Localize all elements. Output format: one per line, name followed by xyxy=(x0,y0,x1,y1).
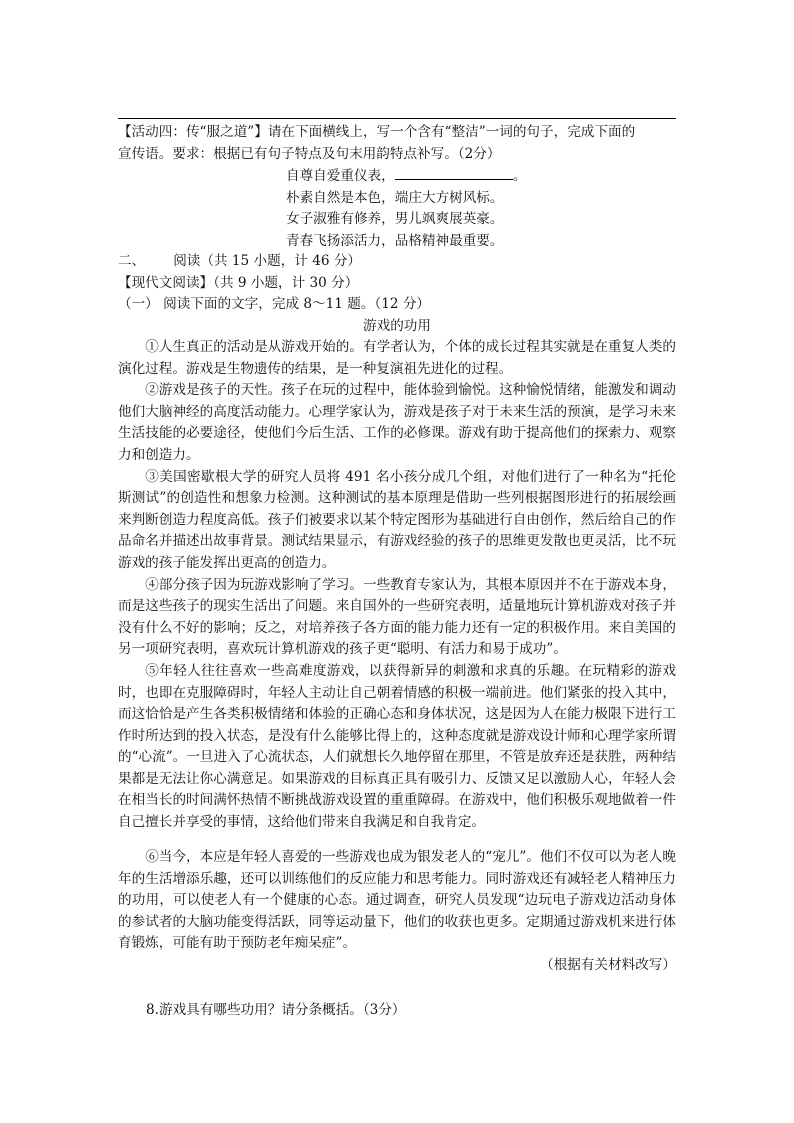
part1-instructions: （一） 阅读下面的文字，完成 8～11 题。（12 分） xyxy=(118,296,431,313)
section2-header xyxy=(118,251,676,316)
article-title: 游戏的功用 xyxy=(363,318,431,334)
answer-blank[interactable] xyxy=(395,165,513,180)
article-paragraph-2: ②游戏是孩子的天性。孩子在玩的过程中，能体验到愉悦。这种愉悦情绪，能激发和调动他们大脑神经的高度活动能力。心理学家认为，游戏是孩子对于未来生活的预演，是学习未来生活技能的必要途径，使他们今后生活、工作的必修课。游戏有助于提高他们的探索力、观察力和创造力。 xyxy=(118,382,676,463)
poem-line3: 女子淑雅有修养，男儿飒爽展英豪。 xyxy=(286,211,504,228)
question-8-text: 8.游戏具有哪些功用？请分条概括。（3分） xyxy=(146,1002,406,1018)
article-paragraph-5: ⑤年轻人往往喜欢一些高难度游戏，以获得新异的刺激和求真的乐趣。在玩精彩的游戏时，也即在克服障碍时，年轻人主动让自己朝着情感的积极一端前进。他们紧张的投入其中，而这恰恰是产生各类积极情绪和体验的正确心态和身体状况，这是因为人在能力极限下进行工作时所达到的投入状态，是没有什么能够比得上的，这种态度就是游戏设计师和心理学家所谓的“心流”。一旦进入了心流状态，人们就想长久地停留在那里，不管是放弃还是获胜，两种结果都是无法让你心满意足。如果游戏的目标真正具有吸引力、反馈又足以激励人心，年轻人会在相当长的时间满怀热情不断挑战游戏设置的重重障碍。在游戏中，他们积极乐观地做着一件自己擅长并享受的事情，这给他们带来自我满足和自我肯定。 xyxy=(118,662,676,831)
poem-line1: 自尊自爱重仪表， 。 xyxy=(286,165,586,188)
poem-line2: 朴素自然是本色，端庄大方树风标。 xyxy=(286,189,504,206)
question-8 xyxy=(118,1000,676,1022)
article-body-continued xyxy=(118,847,676,955)
poem-line4: 青春飞扬添活力，品格精神最重要。 xyxy=(286,232,504,249)
article-source: （根据有关材料改写） xyxy=(540,957,676,973)
activity4-line1: 【活动四：传“服之道”】请在下面横线上，写一个含有“整洁”一词的句子，完成下面的 xyxy=(118,124,636,140)
article-paragraph-6: ⑥当今，本应是年轻人喜爱的一些游戏也成为银发老人的“宠儿”。他们不仅可以为老人晚年的生活增添乐趣，还可以训练他们的反应能力和思考能力。同时游戏还有减轻老人精神压力的功用，可以使老人有一个健康的心态。通过调查，研究人员发现“边玩电子游戏边活动身体的参试者的大脑功能变得活跃，同等运动量下，他们的收获也更多。定期通过游戏机来进行体育锻炼，可能有助于预防老年痴呆症”。 xyxy=(118,849,676,952)
slogan-poem xyxy=(286,165,586,252)
activity4-line2: 宣传语。要求：根据已有句子特点及句末用韵特点补写。（2分） xyxy=(118,145,501,162)
top-rule xyxy=(118,118,676,119)
article-body xyxy=(118,337,676,834)
article-paragraph-1: ①人生真正的活动是从游戏开始的。有学者认为，个体的成长过程其实就是在重复人类的演化过程。游戏是生物遗传的结果，是一种复演祖先进化的过程。 xyxy=(118,339,676,377)
section2-heading: 二、 阅读（共 15 小题，计 46 分） xyxy=(118,253,362,269)
article-paragraph-3: ③美国密歇根大学的研究人员将 491 名小孩分成几个组，对他们进行了一种名为“托伦斯测试”的创造性和想象力检测。这种测试的基本原理是借助一些列根据图形进行的拓展绘画来判断创造力程度高低。孩子们被要求以某个特定图形为基础进行自由创作，然后给自己的作品命名并描述出故事背景。测试结果显示，有游戏经验的孩子的思维更发散也更灵活，比不玩游戏的孩子能发挥出更高的创造力。 xyxy=(118,468,676,571)
activity4-instructions xyxy=(118,122,676,165)
article-paragraph-4: ④部分孩子因为玩游戏影响了学习。一些教育专家认为，其根本原因并不在于游戏本身，而是这些孩子的现实生活出了问题。来自国外的一些研究表明，适量地玩计算机游戏对孩子并没有什么不好的影响；反之，对培养孩子各方面的能力能力还有一定的积极作用。来自美国的另一项研究表明，喜欢玩计算机游戏的孩子更“聪明、有活力和易于成功”。 xyxy=(118,576,676,658)
modern-reading-heading: 【现代文阅读】（共 9 小题，计 30 分） xyxy=(118,274,359,291)
